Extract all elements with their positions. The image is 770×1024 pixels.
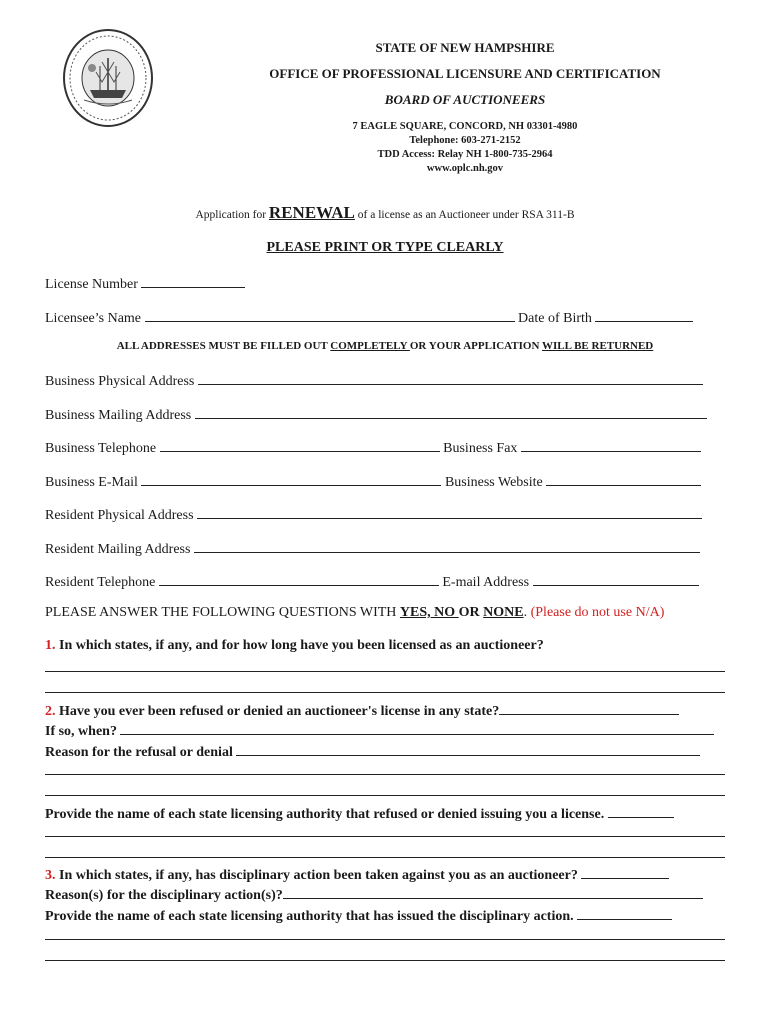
question-3: [45, 864, 669, 884]
question-3-authority-field[interactable]: [577, 905, 672, 920]
question-3-reasons-field[interactable]: [283, 884, 703, 899]
notice-text-2: OR YOUR APPLICATION: [409, 340, 542, 352]
question-3-answer-line-2[interactable]: [45, 960, 725, 961]
resident-telephone-row: [45, 571, 699, 591]
business-email-field[interactable]: [141, 471, 441, 486]
header-contact: [80, 120, 770, 176]
question-3-answer-field[interactable]: [581, 864, 669, 879]
answer-period: .: [523, 605, 528, 620]
question-2-answer-line-2[interactable]: [45, 795, 725, 796]
question-3-number: 3.: [45, 868, 56, 883]
application-prefix: Application for: [195, 209, 267, 221]
question-2-when-row: [45, 720, 714, 740]
answer-instruction: [45, 605, 664, 625]
business-telephone-field[interactable]: [160, 437, 440, 452]
business-physical-address-label: Business Physical Address: [45, 374, 195, 389]
resident-physical-address-field[interactable]: [197, 504, 702, 519]
email-address-label: E-mail Address: [442, 575, 530, 590]
business-website-field[interactable]: [546, 471, 701, 486]
question-2-answer-line-1[interactable]: [45, 774, 725, 775]
notice-text-1: ALL ADDRESSES MUST BE FILLED OUT: [116, 340, 331, 352]
question-1: [45, 638, 544, 654]
header-telephone: Telephone: 603-271-2152: [409, 135, 521, 146]
resident-physical-address-label: Resident Physical Address: [45, 508, 194, 523]
notice-text-returned: WILL BE RETURNED: [541, 340, 654, 352]
header-state: STATE OF NEW HAMPSHIRE: [375, 40, 555, 55]
resident-physical-address-row: [45, 504, 702, 524]
notice-text-completely: COMPLETELY: [330, 340, 410, 352]
header-address: 7 EAGLE SQUARE, CONCORD, NH 03301-4980: [352, 121, 578, 132]
business-mailing-address-row: [45, 404, 707, 424]
business-email-label: Business E-Mail: [45, 475, 138, 490]
answer-note: (Please do not use N/A): [527, 605, 665, 620]
print-instruction: PLEASE PRINT OR TYPE CLEARLY: [266, 240, 504, 255]
business-physical-address-field[interactable]: [198, 370, 703, 385]
question-2-authority-field[interactable]: [608, 803, 674, 818]
resident-mailing-address-label: Resident Mailing Address: [45, 542, 191, 557]
question-2-number: 2.: [45, 704, 56, 719]
answer-yes-no: YES, NO: [399, 605, 459, 620]
licensee-name-label: Licensee’s Name: [45, 311, 142, 326]
question-3-reasons-row: [45, 884, 703, 904]
business-physical-address-row: [45, 370, 703, 390]
business-mailing-address-label: Business Mailing Address: [45, 408, 192, 423]
application-type: RENEWAL: [268, 203, 355, 222]
question-3-text: In which states, if any, has disciplinary action been taken against you as an auctioneer?: [55, 868, 578, 883]
resident-mailing-address-field[interactable]: [194, 538, 700, 553]
question-2-answer-field[interactable]: [499, 700, 679, 715]
resident-telephone-label: Resident Telephone: [45, 575, 156, 590]
header-tdd: TDD Access: Relay NH 1-800-735-2964: [377, 149, 553, 160]
question-3-reasons-label: Reason(s) for the disciplinary action(s)?: [45, 888, 283, 903]
license-number-label: License Number: [45, 277, 138, 292]
application-suffix: of a license as an Auctioneer under RSA 311-B: [357, 209, 575, 221]
resident-telephone-field[interactable]: [159, 571, 439, 586]
question-1-text: In which states, if any, and for how long have you been licensed as an auctioneer?: [55, 638, 544, 653]
date-of-birth-label: Date of Birth: [518, 311, 592, 326]
question-2-when-label: If so, when?: [45, 724, 117, 739]
question-1-answer-line-2[interactable]: [45, 692, 725, 693]
question-3-authority-label: Provide the name of each state licensing authority that has issued the disciplinary action.: [45, 909, 574, 924]
question-3-answer-line-1[interactable]: [45, 939, 725, 940]
question-3-authority-row: [45, 905, 672, 925]
question-2: [45, 700, 679, 720]
business-telephone-row: [45, 437, 701, 457]
question-2-text: Have you ever been refused or denied an auctioneer's license in any state?: [55, 704, 500, 719]
question-1-answer-line-1[interactable]: [45, 671, 725, 672]
business-website-label: Business Website: [444, 475, 543, 490]
date-of-birth-field[interactable]: [595, 307, 693, 322]
business-telephone-label: Business Telephone: [45, 441, 157, 456]
answer-instruction-text: PLEASE ANSWER THE FOLLOWING QUESTIONS WITH: [45, 605, 400, 620]
question-2-reason-label: Reason for the refusal or denial: [45, 745, 233, 760]
business-fax-label: Business Fax: [443, 441, 518, 456]
question-2-authority-row: [45, 803, 674, 823]
header-office: OFFICE OF PROFESSIONAL LICENSURE AND CERTIFICATION: [269, 66, 661, 81]
application-line: [0, 203, 770, 223]
business-fax-field[interactable]: [521, 437, 701, 452]
answer-or: OR: [458, 605, 484, 620]
email-address-field[interactable]: [533, 571, 699, 586]
resident-mailing-address-row: [45, 538, 700, 558]
question-2-reason-row: [45, 741, 700, 761]
question-2-when-field[interactable]: [120, 720, 714, 735]
licensee-name-row: [45, 307, 693, 327]
licensee-name-field[interactable]: [145, 307, 515, 322]
license-number-row: [45, 273, 245, 293]
answer-none: NONE: [483, 605, 524, 620]
question-2-authority-label: Provide the name of each state licensing authority that refused or denied issuing you a license.: [45, 807, 605, 822]
license-number-field[interactable]: [141, 273, 245, 288]
question-2-reason-field[interactable]: [236, 741, 700, 756]
question-2-authority-line-2[interactable]: [45, 857, 725, 858]
address-notice: [0, 340, 770, 352]
header-website: www.oplc.nh.gov: [426, 163, 504, 174]
header-board: BOARD OF AUCTIONEERS: [384, 92, 546, 107]
business-email-row: [45, 471, 701, 491]
question-2-authority-line-1[interactable]: [45, 836, 725, 837]
question-1-number: 1.: [45, 638, 56, 653]
business-mailing-address-field[interactable]: [195, 404, 707, 419]
